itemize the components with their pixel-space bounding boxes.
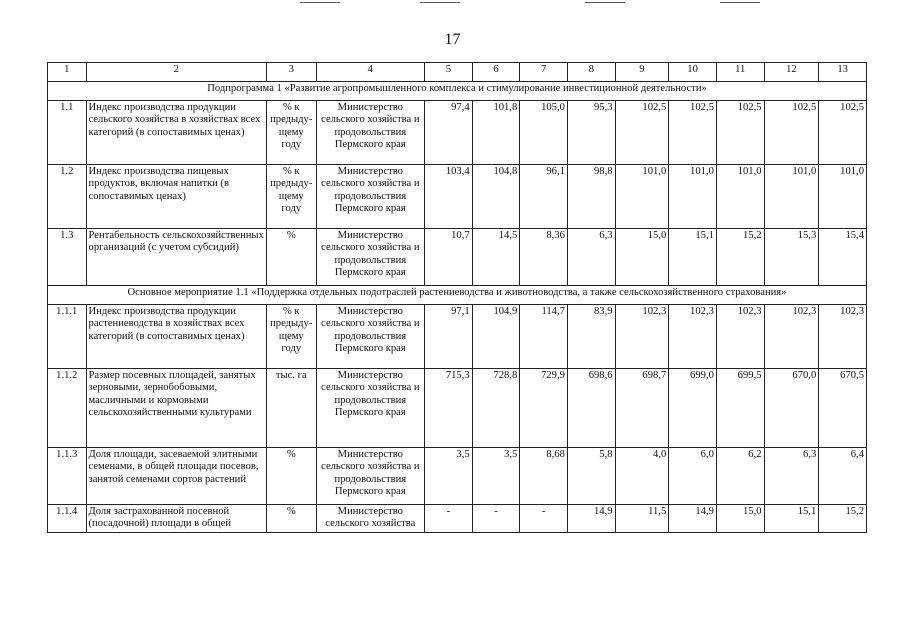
indicator-number-cell: 1.1.1 (48, 305, 87, 369)
section-title: Подпрограмма 1 «Развитие агропромышленного комплекса и стимулирование инвестиционной деятельности» (48, 82, 867, 101)
indicator-name-cell: Размер посевных площадей, занятых зерновыми, зернобобовыми, масличными и кормовыми сельскохозяйственными культурами (86, 369, 266, 448)
value-cell: - (472, 505, 520, 533)
value-cell: 101,0 (819, 165, 867, 229)
value-cell: 102,3 (819, 305, 867, 369)
page-number: 17 (444, 31, 461, 48)
table-row (48, 369, 867, 448)
value-cell: - (425, 505, 473, 533)
value-cell: 101,8 (472, 101, 520, 165)
value-cell: 96,1 (520, 165, 568, 229)
responsible-org-cell: Министерство сельского хозяйства и продовольствия Пермского края (316, 165, 424, 229)
indicators-table (47, 62, 867, 533)
value-cell: 102,5 (615, 101, 669, 165)
value-cell: 729,9 (520, 369, 568, 448)
column-number-cell: 13 (819, 63, 867, 82)
value-cell: 95,3 (567, 101, 615, 165)
value-cell: 8,68 (520, 448, 568, 505)
value-cell: 10,7 (425, 229, 473, 286)
value-cell: 4,0 (615, 448, 669, 505)
value-cell: 105,0 (520, 101, 568, 165)
indicator-number-cell: 1.1 (48, 101, 87, 165)
column-number-row (48, 63, 867, 82)
value-cell: 101,0 (764, 165, 819, 229)
column-number-cell: 5 (425, 63, 473, 82)
value-cell: 15,1 (669, 229, 717, 286)
value-cell: 15,2 (819, 505, 867, 533)
indicator-number-cell: 1.3 (48, 229, 87, 286)
table-row (48, 505, 867, 533)
value-cell: 11,5 (615, 505, 669, 533)
value-cell: 103,4 (425, 165, 473, 229)
value-cell: 8,36 (520, 229, 568, 286)
unit-cell: % к предыду-щему году (266, 101, 316, 165)
value-cell: 102,3 (615, 305, 669, 369)
value-cell: 15,0 (615, 229, 669, 286)
value-cell: 101,0 (669, 165, 717, 229)
responsible-org-cell: Министерство сельского хозяйства (316, 505, 424, 533)
value-cell: 101,0 (615, 165, 669, 229)
unit-cell: % (266, 229, 316, 286)
indicator-name-cell: Рентабельность сельскохозяйственных организаций (с учетом субсидий) (86, 229, 266, 286)
value-cell: 5,8 (567, 448, 615, 505)
value-cell: 698,7 (615, 369, 669, 448)
value-cell: 6,4 (819, 448, 867, 505)
indicator-number-cell: 1.1.4 (48, 505, 87, 533)
column-number-cell: 6 (472, 63, 520, 82)
indicator-name-cell: Индекс производства продукции растениеводства в хозяйствах всех категорий (в сопоставимых ценах) (86, 305, 266, 369)
section-title: Основное мероприятие 1.1 «Поддержка отдельных подотраслей растениеводства и животноводства, а также сельскохозяйственного страхования» (48, 286, 867, 305)
value-cell: 102,5 (716, 101, 764, 165)
value-cell: 14,9 (669, 505, 717, 533)
value-cell: 6,3 (764, 448, 819, 505)
responsible-org-cell: Министерство сельского хозяйства и продовольствия Пермского края (316, 229, 424, 286)
indicator-name-cell: Доля застрахованной посевной (посадочной) площади в общей (86, 505, 266, 533)
value-cell: 114,7 (520, 305, 568, 369)
value-cell: 102,3 (716, 305, 764, 369)
value-cell: 6,2 (716, 448, 764, 505)
table-row (48, 101, 867, 165)
value-cell: 97,1 (425, 305, 473, 369)
unit-cell: % к предыду-щему году (266, 165, 316, 229)
value-cell: 83,9 (567, 305, 615, 369)
column-number-cell: 8 (567, 63, 615, 82)
value-cell: 670,0 (764, 369, 819, 448)
responsible-org-cell: Министерство сельского хозяйства и продовольствия Пермского края (316, 448, 424, 505)
value-cell: 104,8 (472, 165, 520, 229)
indicator-number-cell: 1.1.2 (48, 369, 87, 448)
value-cell: 698,6 (567, 369, 615, 448)
responsible-org-cell: Министерство сельского хозяйства и продовольствия Пермского края (316, 369, 424, 448)
value-cell: 6,3 (567, 229, 615, 286)
column-number-cell: 1 (48, 63, 87, 82)
value-cell: 101,0 (716, 165, 764, 229)
value-cell: - (520, 505, 568, 533)
value-cell: 104,9 (472, 305, 520, 369)
value-cell: 102,3 (764, 305, 819, 369)
value-cell: 6,0 (669, 448, 717, 505)
value-cell: 699,5 (716, 369, 764, 448)
value-cell: 102,5 (669, 101, 717, 165)
value-cell: 97,4 (425, 101, 473, 165)
value-cell: 670,5 (819, 369, 867, 448)
section-row (48, 82, 867, 101)
responsible-org-cell: Министерство сельского хозяйства и продовольствия Пермского края (316, 101, 424, 165)
value-cell: 102,3 (669, 305, 717, 369)
indicator-name-cell: Индекс производства пищевых продуктов, включая напитки (в сопоставимых ценах) (86, 165, 266, 229)
value-cell: 15,1 (764, 505, 819, 533)
column-number-cell: 2 (86, 63, 266, 82)
responsible-org-cell: Министерство сельского хозяйства и продовольствия Пермского края (316, 305, 424, 369)
table-row (48, 229, 867, 286)
page-top-edge-lines (0, 0, 905, 6)
value-cell: 3,5 (425, 448, 473, 505)
table-body (48, 63, 867, 533)
value-cell: 715,3 (425, 369, 473, 448)
unit-cell: % к предыду-щему году (266, 305, 316, 369)
value-cell: 98,8 (567, 165, 615, 229)
table-row (48, 165, 867, 229)
section-row (48, 286, 867, 305)
table-row (48, 305, 867, 369)
indicator-number-cell: 1.1.3 (48, 448, 87, 505)
column-number-cell: 4 (316, 63, 424, 82)
column-number-cell: 10 (669, 63, 717, 82)
value-cell: 102,5 (764, 101, 819, 165)
value-cell: 15,0 (716, 505, 764, 533)
value-cell: 699,0 (669, 369, 717, 448)
indicator-name-cell: Индекс производства продукции сельского хозяйства в хозяйствах всех категорий (в сопоставимых ценах) (86, 101, 266, 165)
unit-cell: % (266, 448, 316, 505)
unit-cell: % (266, 505, 316, 533)
value-cell: 15,3 (764, 229, 819, 286)
value-cell: 14,9 (567, 505, 615, 533)
column-number-cell: 3 (266, 63, 316, 82)
column-number-cell: 12 (764, 63, 819, 82)
table-row (48, 448, 867, 505)
column-number-cell: 9 (615, 63, 669, 82)
unit-cell: тыс. га (266, 369, 316, 448)
value-cell: 728,8 (472, 369, 520, 448)
value-cell: 15,4 (819, 229, 867, 286)
value-cell: 15,2 (716, 229, 764, 286)
indicator-number-cell: 1.2 (48, 165, 87, 229)
column-number-cell: 7 (520, 63, 568, 82)
value-cell: 14,5 (472, 229, 520, 286)
value-cell: 3,5 (472, 448, 520, 505)
column-number-cell: 11 (716, 63, 764, 82)
indicator-name-cell: Доля площади, засеваемой элитными семенами, в общей площади посевов, занятой семенами сортов растений (86, 448, 266, 505)
value-cell: 102,5 (819, 101, 867, 165)
